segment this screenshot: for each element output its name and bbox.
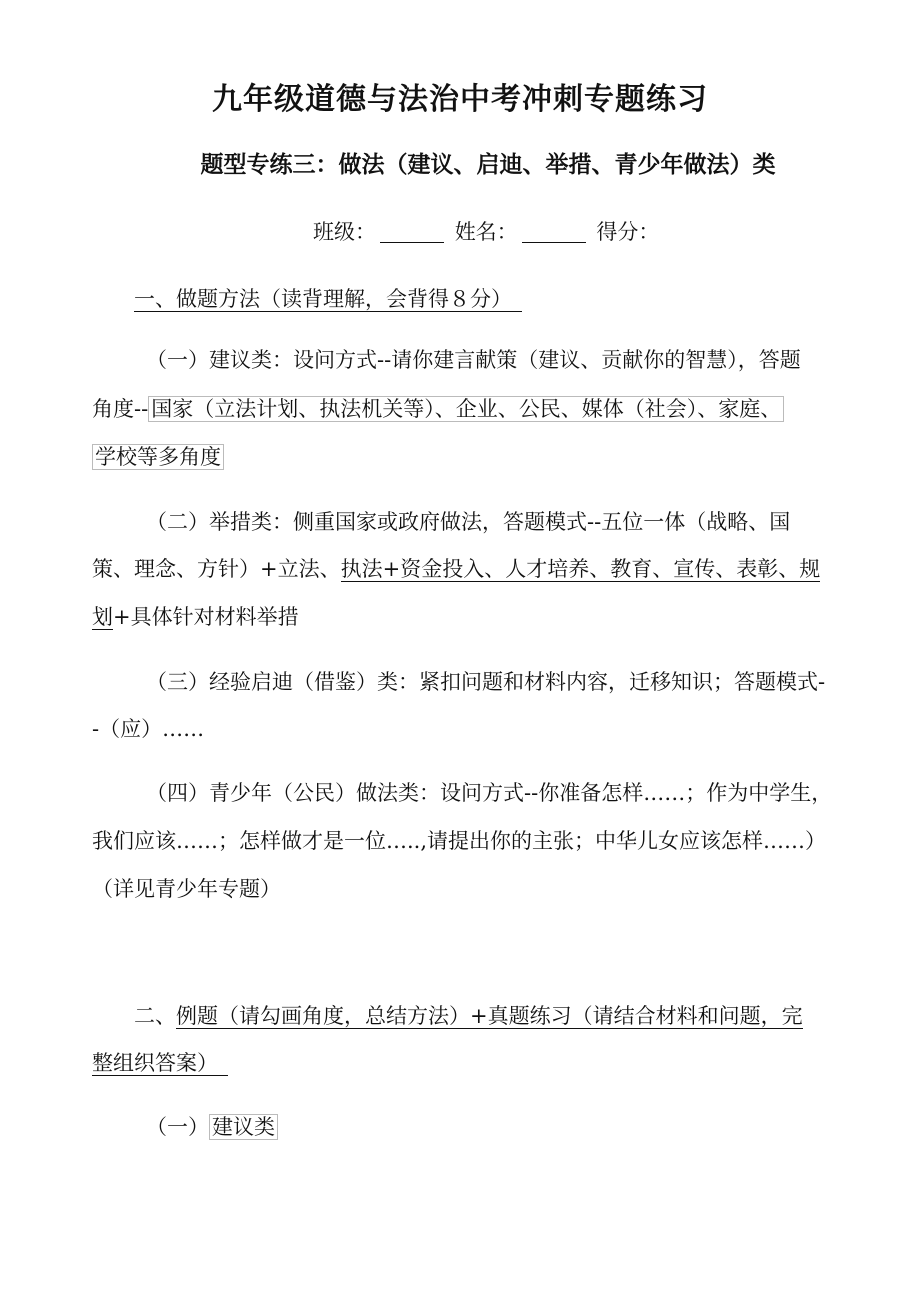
score-label: 得分： — [596, 220, 660, 244]
item2-line2-prefix: 策、理念、方针）+立法、 — [92, 557, 341, 581]
name-label: 姓名： — [454, 220, 518, 244]
section2-heading-line2 — [92, 1047, 228, 1077]
item1-line2-prefix: 角度-- — [92, 397, 149, 421]
item1-line2 — [92, 393, 784, 423]
item1-line1: （一）建议类：设问方式--请你建言献策（建议、贡献你的智慧），答题 — [146, 348, 801, 372]
class-blank[interactable] — [380, 222, 444, 243]
section2-heading-text-end: 整组织答案） — [92, 1051, 228, 1076]
item2-line3-rest: +具体针对材料举措 — [113, 605, 299, 629]
section2-heading-text: 例题（请勾画角度，总结方法）+真题练习（请结合材料和问题，完 — [176, 1004, 803, 1028]
item4-line2: 我们应该……；怎样做才是一位…..,请提出你的主张；中华儿女应该怎样……） — [92, 829, 827, 853]
page-title: 九年级道德与法治中考冲刺专题练习 — [212, 82, 708, 117]
item2-line1: （二）举措类：侧重国家或政府做法，答题模式--五位一体（战略、国 — [146, 510, 791, 534]
item4-line3: （详见青少年专题） — [92, 877, 281, 901]
item4-line1: （四）青少年（公民）做法类：设问方式--你准备怎样……；作为中学生， — [146, 781, 833, 805]
item1-line3 — [92, 441, 224, 471]
section2-sub1 — [146, 1111, 278, 1141]
item1-angles-box-end: 学校等多角度 — [92, 444, 224, 470]
section1-heading — [134, 283, 522, 313]
section2-heading-prefix: 二、 — [134, 1004, 176, 1028]
item3-line1: （三）经验启迪（借鉴）类：紧扣问题和材料内容，迁移知识；答题模式- — [146, 670, 826, 694]
page-subtitle: 题型专练三：做法（建议、启迪、举措、青少年做法）类 — [200, 151, 776, 178]
class-label: 班级： — [313, 220, 376, 244]
item2-underlined-end: 划 — [92, 605, 113, 629]
item2-underlined: 执法+资金投入、人才培养、教育、宣传、表彰、规 — [340, 557, 821, 581]
section2-heading-line1 — [134, 1000, 803, 1030]
item2-line3 — [92, 601, 299, 631]
item3-line2: -（应）…… — [92, 717, 205, 741]
section2-sub1-box: 建议类 — [209, 1114, 278, 1140]
item2-line2 — [92, 553, 820, 583]
student-info-line — [313, 216, 659, 246]
section1-heading-text: 一、做题方法（读背理解，会背得８分） — [134, 287, 522, 312]
section2-sub1-prefix: （一） — [146, 1115, 209, 1139]
item1-angles-box: 国家（立法计划、执法机关等）、企业、公民、媒体（社会）、家庭、 — [148, 396, 784, 422]
name-blank[interactable] — [522, 222, 586, 243]
